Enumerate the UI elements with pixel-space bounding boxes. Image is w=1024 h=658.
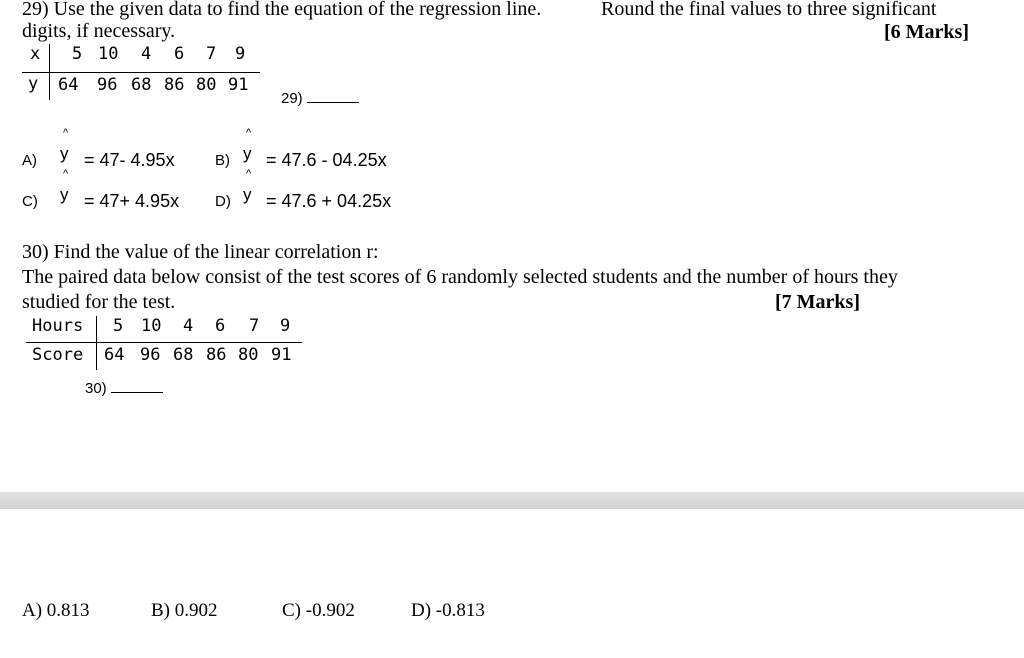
q29-table-x-label: x xyxy=(30,44,41,64)
q29-x-cell: 7 xyxy=(206,44,217,64)
q30-option-a[interactable]: A) 0.813 xyxy=(22,600,90,621)
q30-hours-cell: 4 xyxy=(183,316,194,336)
q29-option-c-y: y xyxy=(60,185,69,204)
q29-option-a-y: y xyxy=(60,144,69,163)
q29-option-b-hat: ^ xyxy=(246,127,252,139)
q29-x-cell: 6 xyxy=(174,44,185,64)
q29-y-cell: 96 xyxy=(97,75,118,95)
q29-option-b-expr: = 47.6 - 04.25x xyxy=(266,150,387,170)
page-divider xyxy=(0,492,1024,509)
q30-answer-label: 30) xyxy=(85,380,107,397)
q30-prompt-line1: 30) Find the value of the linear correlation r: xyxy=(22,241,379,263)
q29-option-c-hat: ^ xyxy=(63,168,69,180)
q30-hours-cell: 6 xyxy=(215,316,226,336)
q30-score-cell: 68 xyxy=(173,345,194,365)
q29-y-cell: 68 xyxy=(131,75,152,95)
q30-score-cell: 80 xyxy=(238,345,259,365)
q29-option-a-expr: = 47- 4.95x xyxy=(84,150,175,170)
q30-prompt-line3: studied for the test. xyxy=(22,291,176,313)
q29-option-a-hat: ^ xyxy=(63,127,69,139)
q30-option-b[interactable]: B) 0.902 xyxy=(151,600,218,621)
q30-score-cell: 64 xyxy=(104,345,125,365)
q29-x-cell: 10 xyxy=(98,44,119,64)
q30-option-d[interactable]: D) -0.813 xyxy=(411,600,485,621)
q30-hours-cell: 10 xyxy=(141,316,162,336)
q30-score-cell: 91 xyxy=(271,345,292,365)
q30-table-hline xyxy=(26,342,302,343)
q30-prompt-line2: The paired data below consist of the test scores of 6 randomly selected students and the number of hours they xyxy=(22,266,898,288)
q30-table-vline xyxy=(96,316,97,370)
q29-option-b-label: B) xyxy=(215,152,230,169)
q30-marks: [7 Marks] xyxy=(775,291,860,313)
q30-score-cell: 96 xyxy=(140,345,161,365)
q29-x-cell: 9 xyxy=(235,44,246,64)
q29-prompt-line1: 29) Use the given data to find the equation of the regression line. xyxy=(22,0,542,20)
q29-option-b-y: y xyxy=(243,144,252,163)
q30-hours-cell: 7 xyxy=(249,316,260,336)
q30-score-cell: 86 xyxy=(206,345,227,365)
q29-option-d-hat: ^ xyxy=(246,168,252,180)
q30-hours-cell: 9 xyxy=(280,316,291,336)
q29-table-hline xyxy=(22,72,260,73)
q29-marks: [6 Marks] xyxy=(884,21,969,43)
q30-answer-line xyxy=(111,392,163,393)
q29-y-cell: 64 xyxy=(58,75,79,95)
q29-x-cell: 5 xyxy=(72,44,83,64)
q29-y-cell: 91 xyxy=(228,75,249,95)
q29-prompt-round: Round the final values to three significant xyxy=(601,0,937,20)
q29-option-d-y: y xyxy=(243,185,252,204)
q29-prompt-line2: digits, if necessary. xyxy=(22,20,176,42)
q29-y-cell: 80 xyxy=(196,75,217,95)
q29-option-c-expr: = 47+ 4.95x xyxy=(84,191,180,211)
q30-answer-blank[interactable] xyxy=(85,380,163,397)
q29-answer-line xyxy=(307,102,359,103)
q29-table-y-label: y xyxy=(28,74,39,94)
q29-option-d-expr: = 47.6 + 04.25x xyxy=(266,191,392,211)
q29-answer-label: 29) xyxy=(281,90,303,107)
q29-option-d-label: D) xyxy=(215,193,231,210)
q29-x-cell: 4 xyxy=(141,44,152,64)
q30-table-score-label: Score xyxy=(32,345,84,365)
q29-y-cell: 86 xyxy=(164,75,185,95)
q30-option-c[interactable]: C) -0.902 xyxy=(282,600,355,621)
q29-option-a-label: A) xyxy=(22,152,37,169)
q30-hours-cell: 5 xyxy=(113,316,124,336)
q29-option-c-label: C) xyxy=(22,193,38,210)
q29-answer-blank[interactable] xyxy=(281,90,359,107)
q30-table-hours-label: Hours xyxy=(32,316,84,336)
